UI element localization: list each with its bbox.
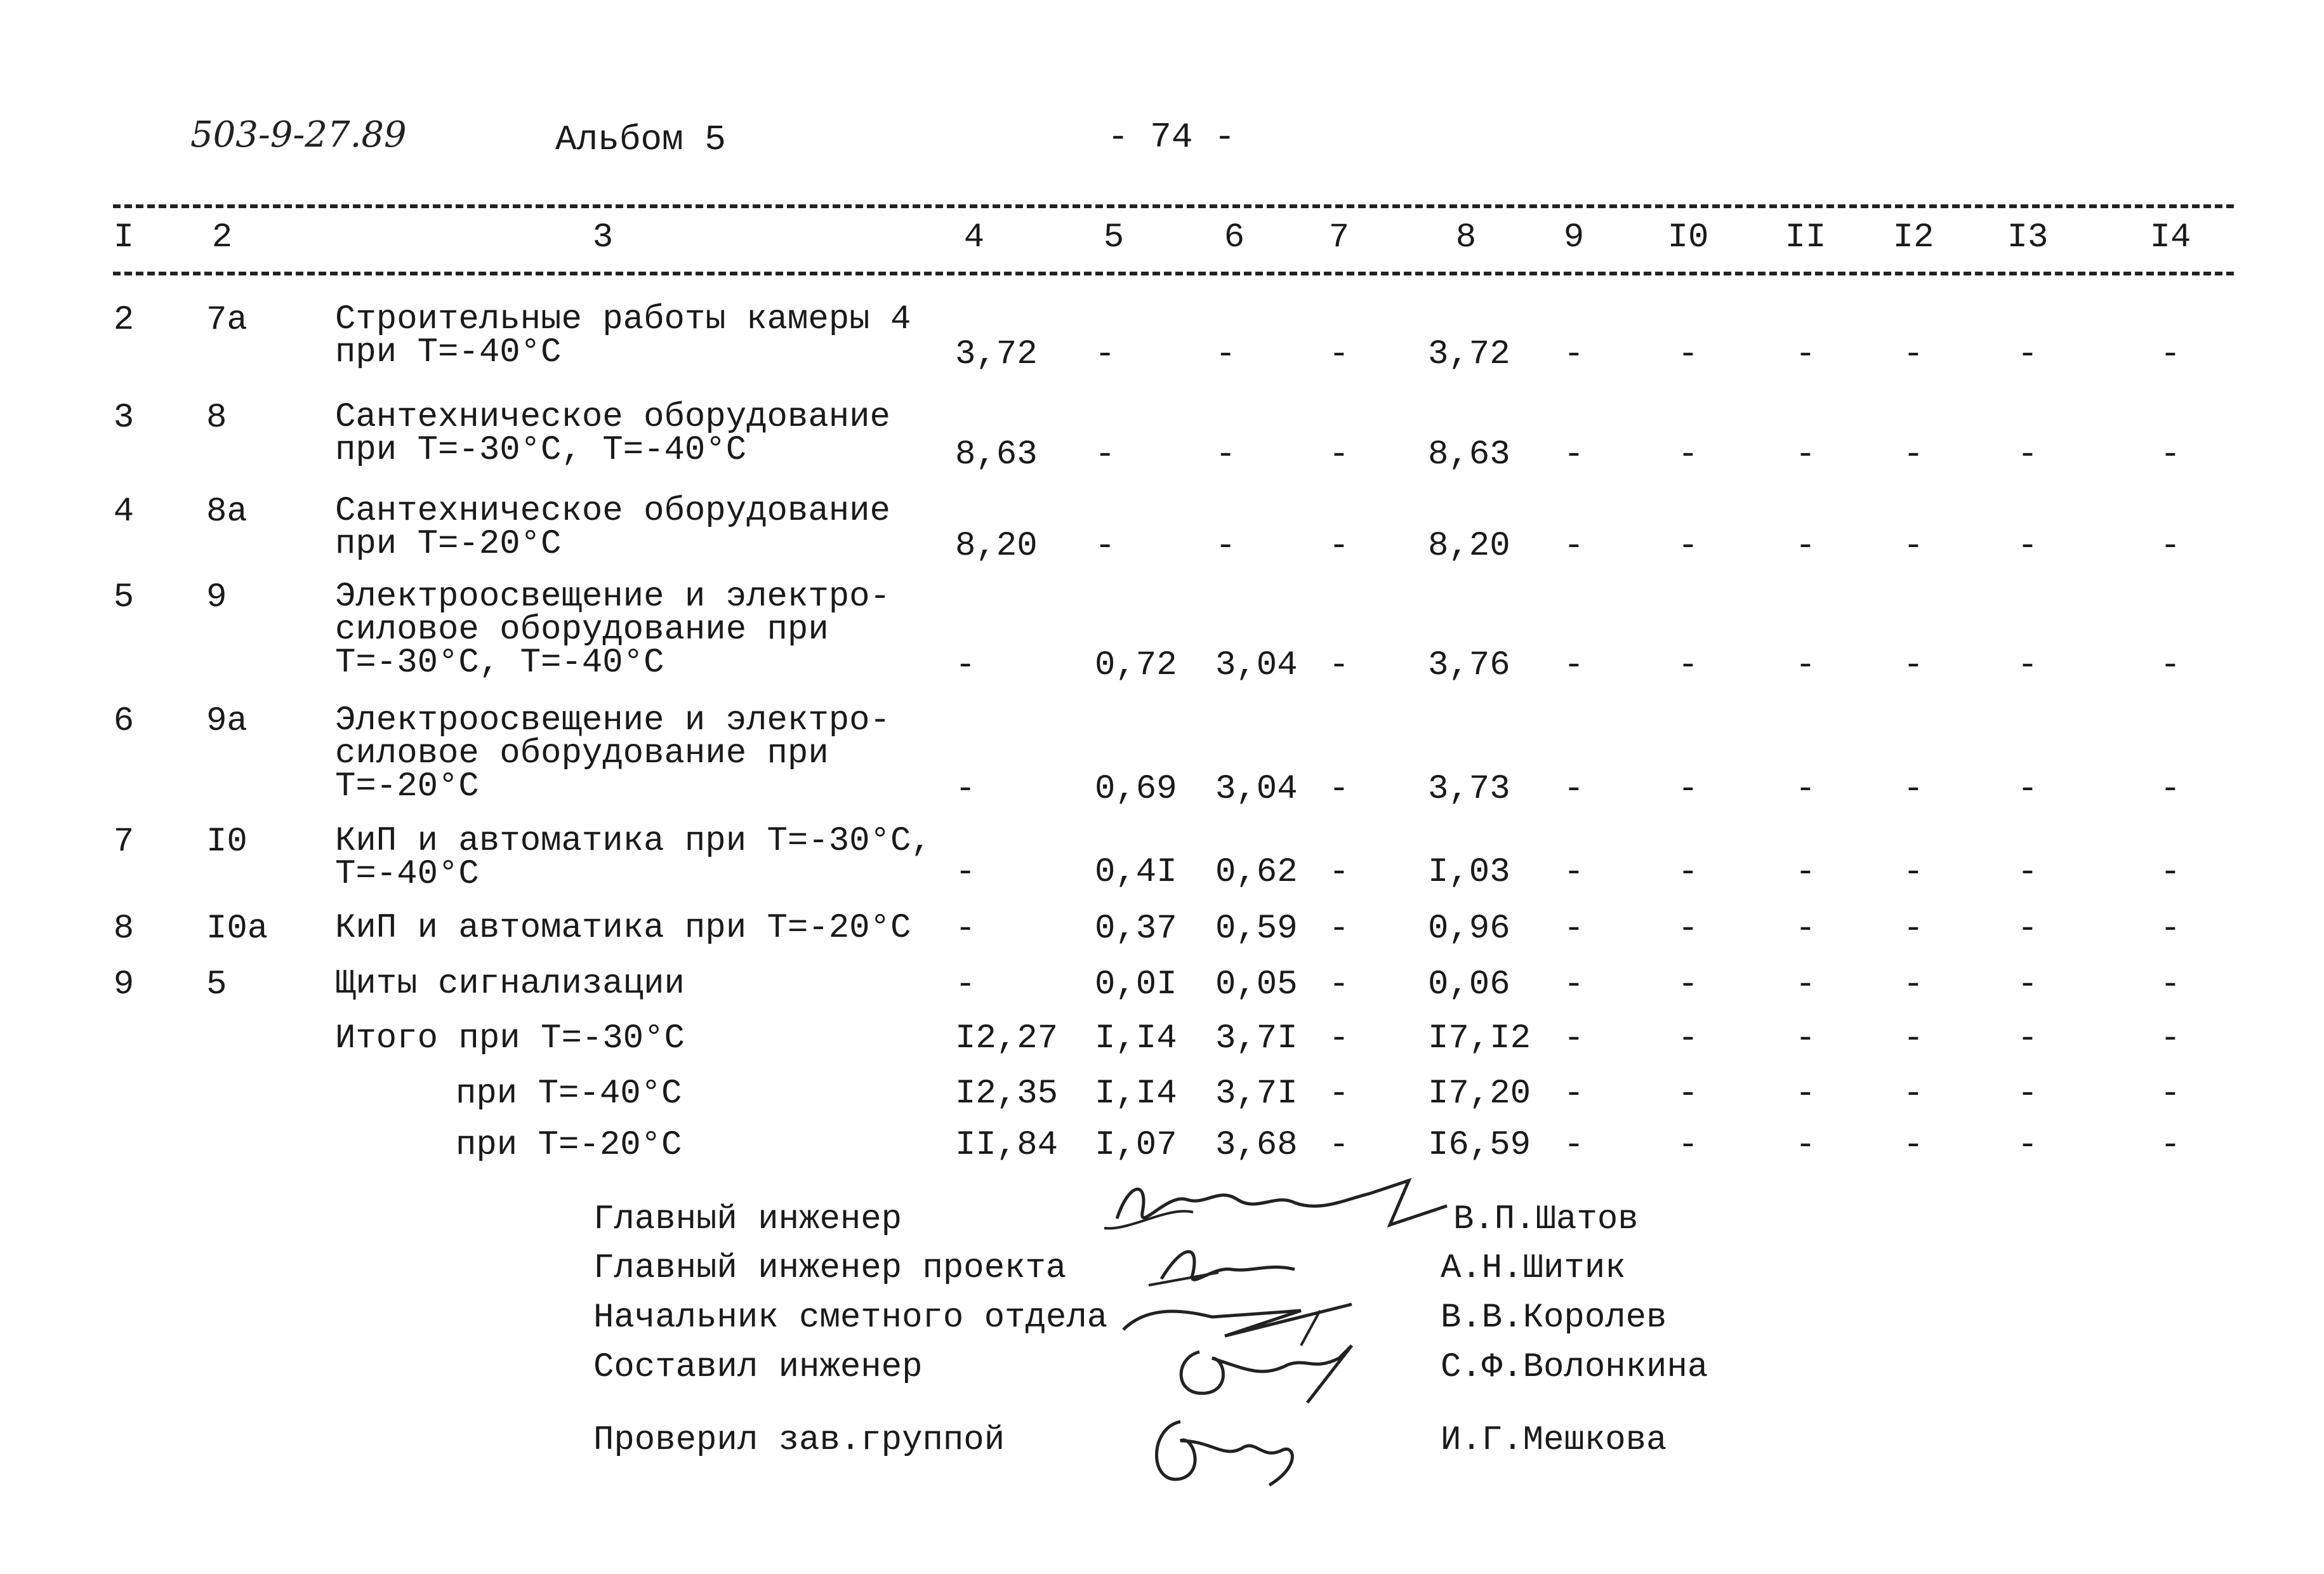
cell-col5: - (1095, 435, 1116, 474)
cell-col8: 0,06 (1428, 965, 1510, 1004)
total-dash: - (2160, 1019, 2181, 1058)
cell-col8: 0,96 (1428, 909, 1510, 948)
signature-role: Главный инженер (593, 1200, 902, 1239)
header-bottom-rule (113, 272, 2234, 275)
cell-dash: - (1677, 909, 1699, 948)
total-col4: II,84 (955, 1126, 1059, 1165)
cell-dash: - (1795, 646, 1816, 685)
cell-col4: - (955, 909, 976, 948)
cell-dash: - (1563, 853, 1585, 892)
row-description: Строительные работы камеры 4 при Т=-40°С (335, 300, 911, 372)
row-description: Щиты сигнализации (335, 965, 685, 1003)
column-header: 3 (592, 218, 614, 257)
column-header: 6 (1224, 218, 1245, 257)
row-number: 8 (113, 909, 135, 948)
signature-role: Начальник сметного отдела (593, 1299, 1108, 1337)
cell-dash: - (2160, 435, 2181, 474)
cell-col8: 3,72 (1428, 335, 1510, 374)
cell-dash: - (2017, 909, 2038, 948)
cell-dash: - (1677, 853, 1699, 892)
total-dash: - (1563, 1075, 1585, 1113)
total-col7: - (1328, 1126, 1350, 1165)
cell-col4: 8,63 (955, 435, 1038, 474)
cell-dash: - (1903, 909, 1924, 948)
total-label: Итого при Т=-30°С (335, 1019, 685, 1058)
cell-dash: - (1563, 435, 1585, 474)
cell-col6: 0,62 (1215, 853, 1298, 892)
cell-col7: - (1328, 965, 1350, 1004)
cell-dash: - (1563, 909, 1585, 948)
row-number: 9 (113, 965, 135, 1004)
column-header: 8 (1455, 218, 1477, 257)
cell-col7: - (1328, 853, 1350, 892)
total-dash: - (1677, 1019, 1699, 1058)
cell-col5: 0,37 (1095, 909, 1177, 948)
cell-dash: - (1795, 909, 1816, 948)
cell-col7: - (1328, 909, 1350, 948)
cell-col6: 3,04 (1215, 646, 1298, 685)
total-dash: - (2017, 1075, 2038, 1113)
cell-col4: - (955, 965, 976, 1004)
total-col7: - (1328, 1075, 1350, 1113)
row-description: КиП и автоматика при Т=-30°С, Т=-40°С (335, 822, 932, 894)
cell-dash: - (1795, 770, 1816, 809)
cell-dash: - (1563, 646, 1585, 685)
cell-col5: - (1095, 527, 1116, 565)
row-code: 5 (206, 965, 227, 1004)
cell-col4: 3,72 (955, 335, 1038, 374)
cell-col5: 0,72 (1095, 646, 1177, 685)
cell-dash: - (1677, 770, 1699, 809)
cell-dash: - (2160, 527, 2181, 565)
row-number: 5 (113, 578, 135, 617)
cell-dash: - (1563, 965, 1585, 1004)
column-header: I2 (1892, 218, 1934, 257)
row-description: Электроосвещение и электро- силовое оборудование при Т=-30°С, Т=-40°С (335, 578, 890, 682)
cell-col6: - (1215, 435, 1236, 474)
cell-dash: - (1795, 335, 1816, 374)
cell-col6: 3,04 (1215, 770, 1298, 809)
cell-dash: - (2017, 435, 2038, 474)
cell-col7: - (1328, 646, 1350, 685)
total-dash: - (2017, 1019, 2038, 1058)
signature-role: Составил инженер (593, 1348, 923, 1387)
cell-col8: 3,73 (1428, 770, 1510, 809)
cell-col6: - (1215, 527, 1236, 565)
row-number: 4 (113, 493, 135, 531)
cell-col4: - (955, 646, 976, 685)
cell-dash: - (1903, 770, 1924, 809)
cell-dash: - (1903, 853, 1924, 892)
cell-dash: - (1903, 435, 1924, 474)
cell-dash: - (2017, 646, 2038, 685)
row-number: 2 (113, 301, 135, 340)
signature-name: И.Г.Мешкова (1441, 1421, 1667, 1460)
total-col4: I2,27 (955, 1019, 1059, 1058)
total-col5: I,07 (1095, 1126, 1177, 1165)
row-number: 6 (113, 702, 135, 741)
total-col5: I,I4 (1095, 1075, 1177, 1113)
cell-col8: 8,20 (1428, 527, 1510, 565)
header-top-rule (113, 204, 2234, 208)
album-label: Альбом 5 (555, 119, 726, 160)
row-code: 9а (206, 702, 248, 741)
cell-col5: 0,69 (1095, 770, 1177, 809)
signature-chief-engineer (1092, 1168, 1472, 1244)
cell-dash: - (2160, 335, 2181, 374)
page-number: - 74 - (1107, 117, 1236, 157)
total-dash: - (1795, 1075, 1816, 1113)
cell-dash: - (1563, 770, 1585, 809)
total-label: при Т=-40°С (456, 1075, 682, 1113)
total-dash: - (1563, 1019, 1585, 1058)
total-dash: - (1795, 1126, 1816, 1165)
total-dash: - (1677, 1075, 1699, 1113)
cell-dash: - (2160, 853, 2181, 892)
total-col8: I6,59 (1428, 1126, 1531, 1165)
cell-dash: - (2160, 909, 2181, 948)
column-header: I3 (2007, 218, 2049, 257)
cell-dash: - (2160, 965, 2181, 1004)
cell-col5: - (1095, 335, 1116, 374)
total-col7: - (1328, 1019, 1350, 1058)
column-header: 4 (963, 218, 985, 257)
cell-dash: - (1795, 965, 1816, 1004)
row-code: 9 (206, 578, 227, 617)
total-dash: - (1677, 1126, 1699, 1165)
column-header: I (113, 218, 135, 257)
row-number: 3 (113, 399, 135, 437)
total-dash: - (2160, 1075, 2181, 1113)
column-header: 2 (211, 218, 233, 257)
column-header: 5 (1103, 218, 1125, 257)
cell-dash: - (1677, 646, 1699, 685)
total-col8: I7,I2 (1428, 1019, 1531, 1058)
cell-dash: - (1563, 335, 1585, 374)
total-dash: - (1563, 1126, 1585, 1165)
cell-dash: - (1563, 527, 1585, 565)
cell-dash: - (1903, 335, 1924, 374)
total-col6: 3,68 (1215, 1126, 1298, 1165)
cell-dash: - (2017, 770, 2038, 809)
cell-col6: 0,05 (1215, 965, 1298, 1004)
row-description: КиП и автоматика при Т=-20°С (335, 909, 911, 948)
row-code: 8а (206, 493, 248, 531)
signature-name: В.П.Шатов (1453, 1200, 1639, 1239)
signature-name: А.Н.Шитик (1441, 1249, 1626, 1288)
total-label: при Т=-20°С (456, 1126, 682, 1165)
cell-col6: 0,59 (1215, 909, 1298, 948)
cell-dash: - (1677, 435, 1699, 474)
cell-dash: - (2017, 335, 2038, 374)
signature-role: Проверил зав.группой (593, 1421, 1005, 1460)
row-description: Сантехническое оборудование при Т=-20°С (335, 492, 890, 564)
signature-name: В.В.Королев (1441, 1299, 1667, 1337)
cell-dash: - (1903, 527, 1924, 565)
signature-compiler (1161, 1333, 1390, 1409)
column-header: II (1785, 218, 1826, 257)
cell-dash: - (1795, 435, 1816, 474)
cell-dash: - (1903, 646, 1924, 685)
signature-checker (1136, 1403, 1326, 1498)
cell-col8: I,03 (1428, 853, 1510, 892)
cell-dash: - (1677, 965, 1699, 1004)
cell-dash: - (2160, 646, 2181, 685)
cell-col5: 0,0I (1095, 965, 1177, 1004)
cell-dash: - (1795, 527, 1816, 565)
row-code: I0а (206, 909, 268, 948)
cell-col7: - (1328, 770, 1350, 809)
total-col8: I7,20 (1428, 1075, 1531, 1113)
total-dash: - (2017, 1126, 2038, 1165)
cell-dash: - (2017, 853, 2038, 892)
total-dash: - (1903, 1019, 1924, 1058)
total-col4: I2,35 (955, 1075, 1059, 1113)
row-description: Электроосвещение и электро- силовое оборудование при Т=-20°С (335, 701, 890, 806)
cell-col7: - (1328, 435, 1350, 474)
total-dash: - (2160, 1126, 2181, 1165)
cell-col8: 8,63 (1428, 435, 1510, 474)
column-header: I0 (1667, 218, 1709, 257)
cell-col5: 0,4I (1095, 853, 1177, 892)
total-col6: 3,7I (1215, 1075, 1298, 1113)
column-header: 7 (1328, 218, 1350, 257)
cell-dash: - (2160, 770, 2181, 809)
total-dash: - (1903, 1075, 1924, 1113)
cell-col4: - (955, 770, 976, 809)
cell-dash: - (1795, 853, 1816, 892)
cell-dash: - (1677, 527, 1699, 565)
row-number: 7 (113, 823, 135, 861)
cell-col7: - (1328, 527, 1350, 565)
signature-name: С.Ф.Волонкина (1441, 1348, 1708, 1387)
signature-chief-project-engineer (1142, 1234, 1333, 1298)
row-code: I0 (206, 823, 248, 861)
row-code: 7а (206, 301, 248, 340)
cell-dash: - (2017, 965, 2038, 1004)
cell-dash: - (2017, 527, 2038, 565)
row-description: Сантехническое оборудование при Т=-30°С, Т=-40°С (335, 398, 890, 470)
cell-col8: 3,76 (1428, 646, 1510, 685)
document-number: 503-9-27.89 (190, 114, 407, 155)
cell-dash: - (1677, 335, 1699, 374)
cell-col4: - (955, 853, 976, 892)
column-header: 9 (1563, 218, 1585, 257)
total-dash: - (1903, 1126, 1924, 1165)
cell-col4: 8,20 (955, 527, 1038, 565)
total-dash: - (1795, 1019, 1816, 1058)
cell-col6: - (1215, 335, 1236, 374)
cell-col7: - (1328, 335, 1350, 374)
total-col5: I,I4 (1095, 1019, 1177, 1058)
column-header: I4 (2149, 218, 2191, 257)
row-code: 8 (206, 399, 227, 437)
total-col6: 3,7I (1215, 1019, 1298, 1058)
signature-role: Главный инженер проекта (593, 1249, 1067, 1288)
cell-dash: - (1903, 965, 1924, 1004)
